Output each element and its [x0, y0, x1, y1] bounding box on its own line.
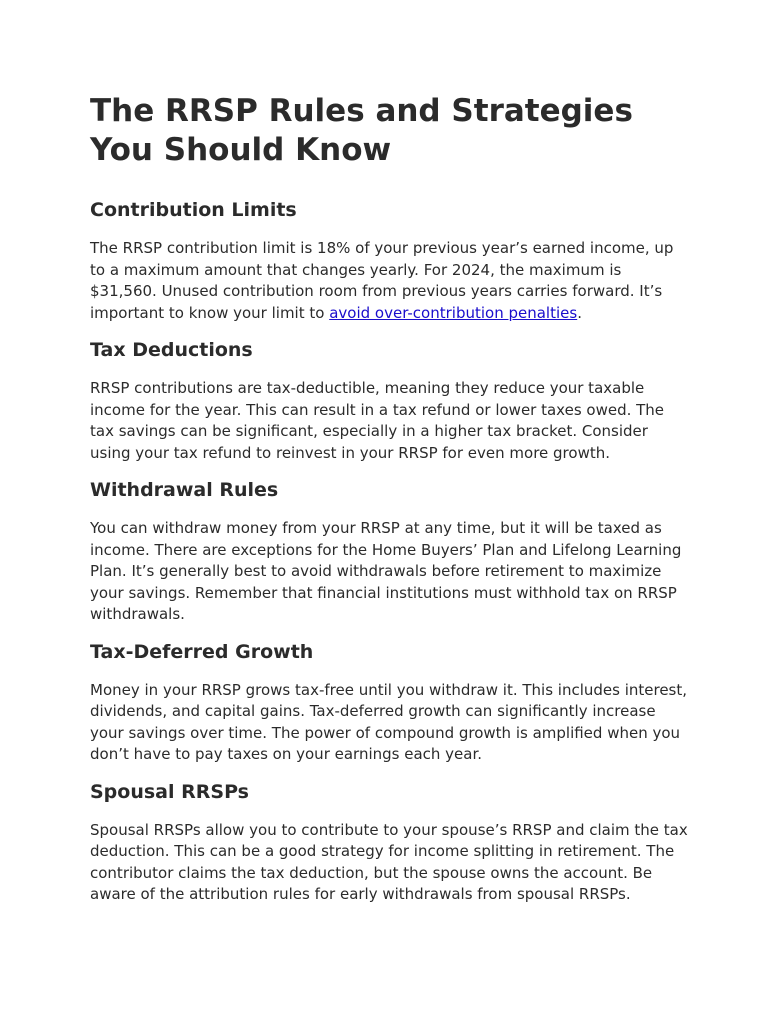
section-spousal-rrsps — [90, 780, 690, 906]
section-paragraph: Spousal RRSPs allow you to contribute to your spouse’s RRSP and claim the tax deduction. This can be a good strategy for income splitting in retirement. The contributor claims the tax deduction, but the spouse owns the account. Be aware of the attribution rules for early withdrawals from spousal RRSPs. — [90, 820, 688, 903]
section-heading: Withdrawal Rules — [90, 479, 279, 501]
section-heading: Contribution Limits — [90, 199, 297, 221]
section-tax-deferred-growth — [90, 640, 690, 766]
section-withdrawal-rules — [90, 478, 690, 626]
paragraph-text: The RRSP contribution limit is 18% of your previous year’s earned income, up to a maximum amount that changes yearly. For 2024, the maximum is $31,560. Unused contribution room from previous years carries forward. It’s important to know your limit to — [90, 239, 674, 322]
section-heading: Spousal RRSPs — [90, 780, 249, 803]
section-paragraph: Money in your RRSP grows tax-free until you withdraw it. This includes interest, dividends, and capital gains. Tax-deferred growth can significantly increase your savings over time. The power of compound growth is amplified when you don’t have to pay taxes on your earnings each year. — [90, 680, 688, 763]
section-tax-deductions — [90, 338, 690, 464]
page-title: The RRSP Rules and Strategies You Should Know — [90, 93, 633, 168]
section-heading: Tax Deductions — [90, 339, 253, 361]
section-paragraph: You can withdraw money from your RRSP at any time, but it will be taxed as income. There are exceptions for the Home Buyers’ Plan and Lifelong Learning Plan. It’s generally best to avoid withdrawals before retirement to maximize your savings. Remember that financial institutions must withhold tax on RRSP withdrawals. — [90, 519, 682, 623]
article-content — [90, 92, 690, 920]
over-contribution-penalties-link[interactable]: avoid over-contribution penalties — [329, 303, 578, 322]
section-paragraph — [90, 238, 690, 324]
paragraph-text-end: . — [577, 303, 582, 322]
section-contribution-limits — [90, 198, 690, 324]
section-paragraph: RRSP contributions are tax-deductible, meaning they reduce your taxable income for the year. This can result in a tax refund or lower taxes owed. The tax savings can be significant, especially in a higher tax bracket. Consider using your tax refund to reinvest in your RRSP for even more growth. — [90, 379, 665, 462]
section-heading: Tax-Deferred Growth — [90, 640, 314, 663]
